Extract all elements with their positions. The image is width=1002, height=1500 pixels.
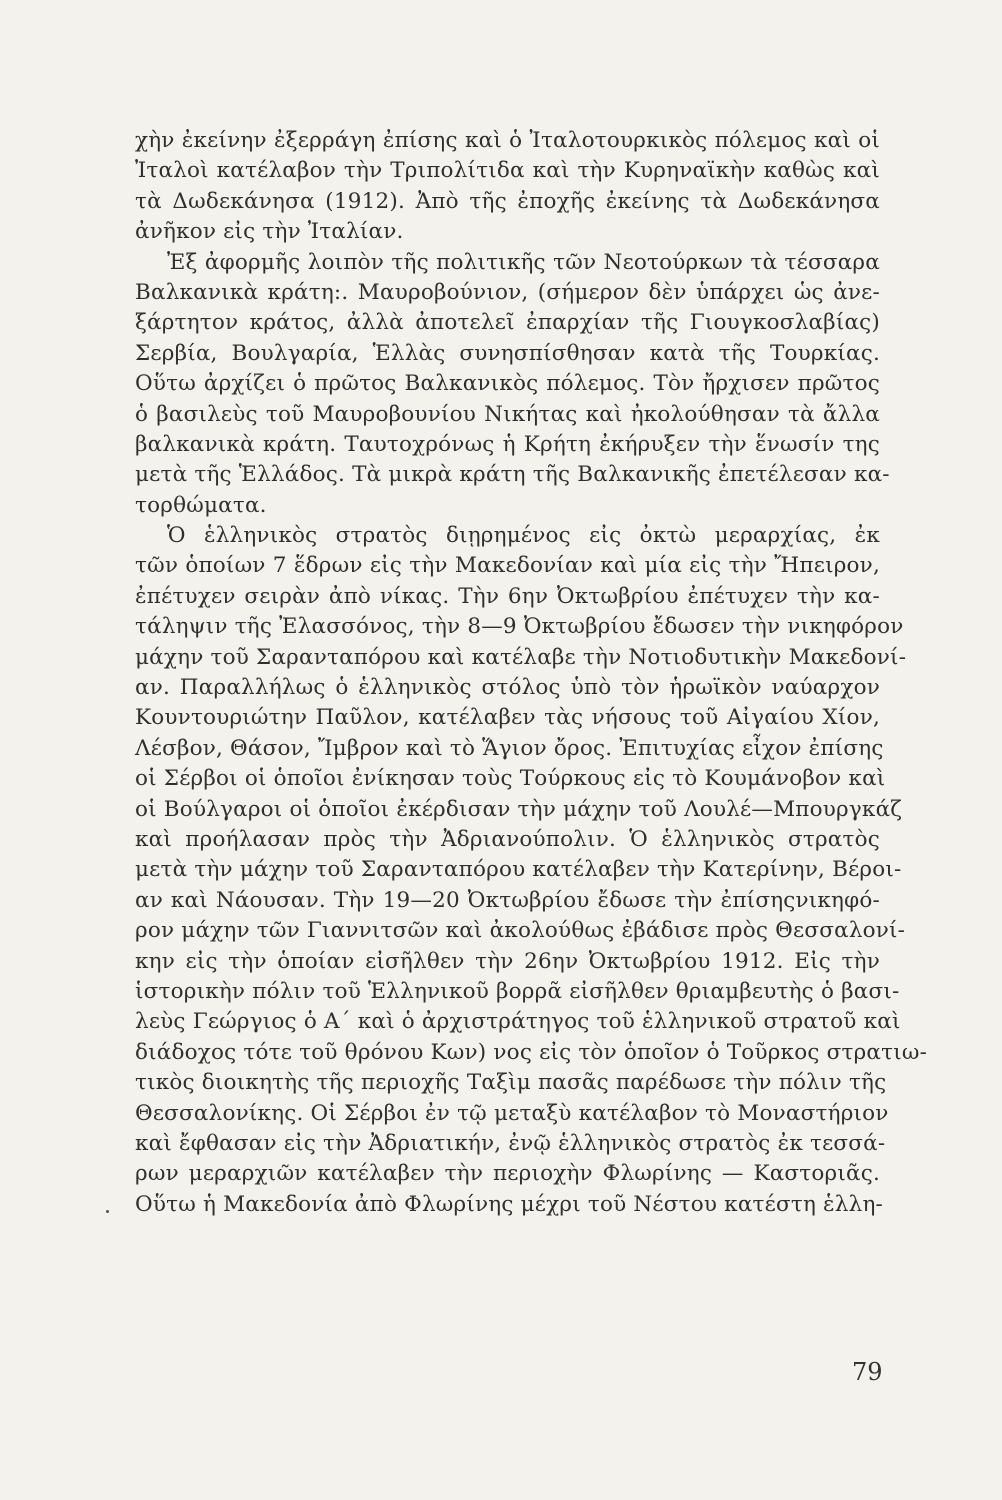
text-line: αν. Παραλλήλως ὁ ἑλληνικὸς στόλος ὑπὸ τὸν ἡρωϊκὸν ναύαρχον (135, 675, 880, 701)
body-text (135, 126, 928, 1220)
paragraph-start-line: Ὁ ἑλληνικὸς στρατὸς διῃρημένος εἰς ὀκτὼ μεραρχίας, ἐκ (167, 523, 880, 549)
text-line: Λέσβον, Θάσον, Ἴμβρον καὶ τὸ Ἅγιον ὄρος. Ἐπιτυχίας εἶχον ἐπίσης (135, 735, 884, 761)
text-line: ἱστορικὴν πόλιν τοῦ Ἑλληνικοῦ βορρᾶ εἰσῆλθεν θριαμβευτὴς ὁ βασι- (135, 978, 900, 1004)
text-line: διάδοχος τότε τοῦ θρόνου Κων) νος εἰς τὸν ὁποῖον ὁ Τοῦρκος στρατιω- (135, 1039, 928, 1065)
text-line: τῶν ὁποίων 7 ἕδρων εἰς τὴν Μακεδονίαν καὶ μία εἰς τὴν Ἤπειρον, (135, 553, 880, 579)
text-line: τάληψιν τῆς Ἐλασσόνος, τὴν 8—9 Ὀκτωβρίου ἔδωσεν τὴν νικηφόρον (135, 614, 904, 640)
text-line: μάχην τοῦ Σαρανταπόρου καὶ κατέλαβε τὴν Νοτιοδυτικὴν Μακεδονί- (135, 644, 907, 670)
text-line: Οὕτω ἡ Μακεδονία ἀπὸ Φλωρίνης μέχρι τοῦ Νέστου κατέστη ἑλλη- (135, 1191, 883, 1217)
text-line: ἀνῆκον εἰς τὴν Ἰταλίαν. (135, 219, 404, 245)
text-line: Οὕτω ἀρχίζει ὁ πρῶτος Βαλκανικὸς πόλεμος. Τὸν ἤρχισεν πρῶτος (135, 371, 880, 397)
text-line: μετὰ τὴν μάχην τοῦ Σαρανταπόρου κατέλαβεν τὴν Κατερίνην, Βέροι- (135, 857, 902, 883)
text-line: Σερβία, Βουλγαρία, Ἑλλὰς συνησπίσθησαν κατὰ τῆς Τουρκίας. (135, 340, 880, 366)
text-line: τὰ Δωδεκάνησα (1912). Ἀπὸ τῆς ἐποχῆς ἐκείνης τὰ Δωδεκάνησα (135, 188, 880, 214)
text-line: κην εἰς τὴν ὁποίαν εἰσῆλθεν τὴν 26ην Ὀκτωβρίου 1912. Εἰς τὴν (135, 948, 880, 974)
text-line: αν καὶ Νάουσαν. Τὴν 19—20 Ὀκτωβρίου ἔδωσε τὴν ἐπίσηςνικηφό- (135, 887, 880, 913)
text-line: καὶ ἔφθασαν εἰς τὴν Ἀδριατικήν, ἐνῷ ἑλληνικὸς στρατὸς ἐκ τεσσά- (135, 1130, 886, 1156)
text-line: χὴν ἐκείνην ἐξερράγη ἐπίσης καὶ ὁ Ἰταλοτουρκικὸς πόλεμος καὶ οἱ (135, 128, 880, 153)
text-line: μετὰ τῆς Ἑλλάδος. Τὰ μικρὰ κράτη τῆς Βαλκανικῆς ἐπετέλεσαν κα- (135, 462, 890, 488)
text-line: καὶ προήλασαν πρὸς τὴν Ἀδριανούπολιν. Ὁ ἑλληνικὸς στρατὸς (135, 826, 880, 852)
text-line: ξάρτητον κράτος, ἀλλὰ ἀποτελεῖ ἐπαρχίαν τῆς Γιουγκοσλαβίας) (135, 310, 880, 336)
paragraph-start-line: Ἐξ ἀφορμῆς λοιπὸν τῆς πολιτικῆς τῶν Νεοτούρκων τὰ τέσσαρα (167, 249, 880, 275)
text-line: οἱ Βούλγαροι οἱ ὁποῖοι ἐκέρδισαν τὴν μάχην τοῦ Λουλέ—Μπουργκάζ (135, 796, 903, 822)
text-line: Ἰταλοὶ κατέλαβον τὴν Τριπολίτιδα καὶ τὴν Κυρηναϊκὴν καθὼς καὶ (135, 158, 880, 184)
text-line: Κουντουριώτην Παῦλον, κατέλαβεν τὰς νήσους τοῦ Αἰγαίου Χίον, (135, 705, 880, 731)
text-line: οἱ Σέρβοι οἱ ὁποῖοι ἐνίκησαν τοὺς Τούρκους εἰς τὸ Κουμάνοβον καὶ (135, 766, 886, 792)
margin-dot (106, 1210, 109, 1213)
text-line: τορθώματα. (135, 492, 267, 518)
text-line: λεὺς Γεώργιος ὁ Α΄ καὶ ὁ ἀρχιστράτηγος τοῦ ἑλληνικοῦ στρατοῦ καὶ (135, 1009, 901, 1035)
text-line: Βαλκανικὰ κράτη:. Μαυροβούνιον, (σήμερον δὲν ὑπάρχει ὡς ἀνε- (135, 279, 880, 305)
text-line: Θεσσαλονίκης. Οἱ Σέρβοι ἐν τῷ μεταξὺ κατέλαβον τὸ Μοναστήριον (135, 1100, 889, 1126)
text-line: ἐπέτυχεν σειρὰν ἀπὸ νίκας. Τὴν 6ην Ὀκτωβρίου ἐπέτυχεν τὴν κα- (135, 583, 880, 609)
text-line: τικὸς διοικητὴς τῆς περιοχῆς Ταξὶμ πασᾶς παρέδωσε τὴν πόλιν τῆς (135, 1070, 887, 1096)
text-line: ὁ βασιλεὺς τοῦ Μαυροβουνίου Νικήτας καὶ ἠκολούθησαν τὰ ἄλλα (135, 401, 880, 427)
text-line: ρων μεραρχιῶν κατέλαβεν τὴν περιοχὴν Φλωρίνης — Καστοριᾶς. (135, 1161, 880, 1187)
text-line: βαλκανικὰ κράτη. Ταυτοχρόνως ἡ Κρήτη ἐκήρυξεν τὴν ἕνωσίν της (135, 431, 880, 457)
text-line: ρον μάχην τῶν Γιαννιτσῶν καὶ ἀκολούθως ἐβάδισε πρὸς Θεσσαλονί- (135, 918, 906, 944)
page-number: 79 (852, 1358, 883, 1386)
